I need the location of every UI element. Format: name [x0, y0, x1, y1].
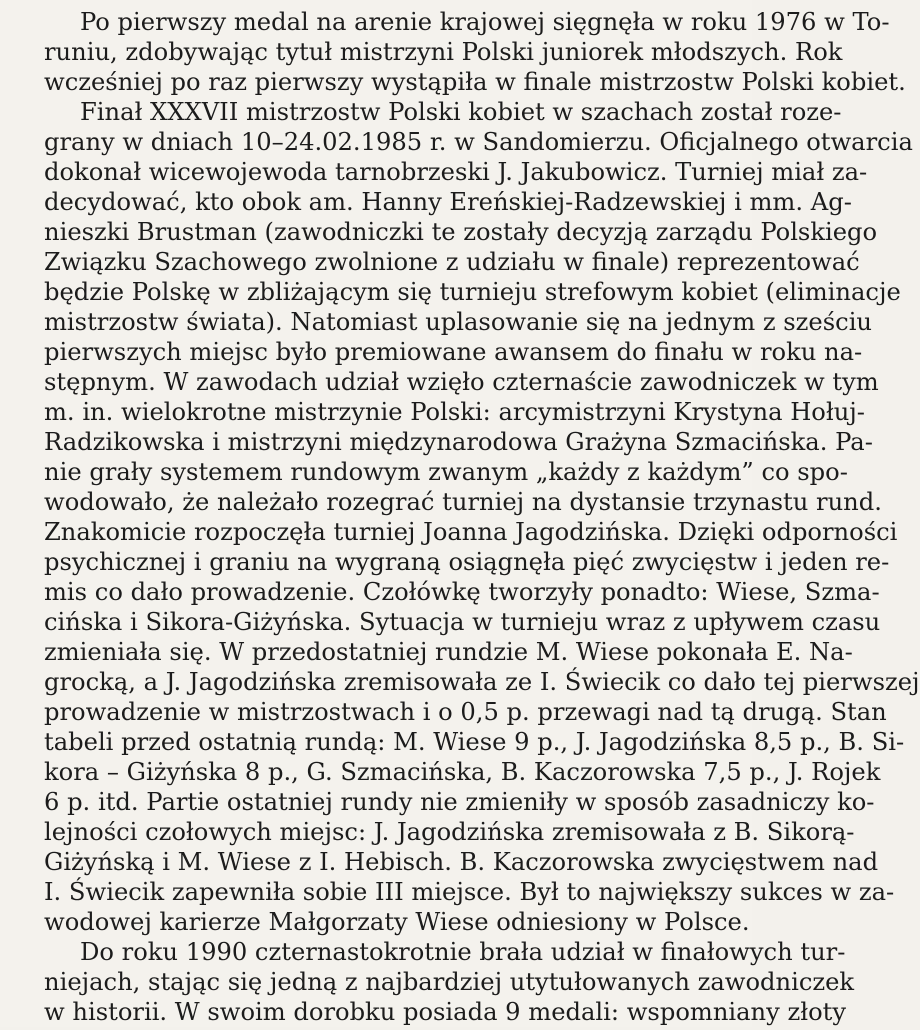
text-line: Związku Szachowego zwolnione z udziału w finale) reprezentować [44, 248, 860, 276]
text-line: będzie Polskę w zbliżającym się turnieju strefowym kobiet (eliminacje [44, 278, 901, 306]
text-line: lejności czołowych miejsc: J. Jagodzińska zremisowała z B. Sikorą- [44, 818, 855, 846]
text-line: tabeli przed ostatnią rundą: M. Wiese 9 p., J. Jagodzińska 8,5 p., B. Si- [44, 728, 905, 756]
text-line: dokonał wicewojewoda tarnobrzeski J. Jakubowicz. Turniej miał za- [44, 158, 868, 186]
text-line: Do roku 1990 czternastokrotnie brała udział w finałowych tur- [80, 938, 846, 966]
text-line: zmieniała się. W przedostatniej rundzie M. Wiese pokonała E. Na- [44, 638, 853, 666]
text-line: Radzikowska i mistrzyni międzynarodowa Grażyna Szmacińska. Pa- [44, 428, 873, 456]
text-line: pierwszych miejsc było premiowane awansem do finału w roku na- [44, 338, 863, 366]
text-line: kora – Giżyńska 8 p., G. Szmacińska, B. Kaczorowska 7,5 p., J. Rojek [44, 758, 881, 786]
text-line: mis co dało prowadzenie. Czołówkę tworzyły ponadto: Wiese, Szma- [44, 578, 880, 606]
text-line: prowadzenie w mistrzostwach i o 0,5 p. przewagi nad tą drugą. Stan [44, 698, 887, 726]
text-line: wcześniej po raz pierwszy wystąpiła w finale mistrzostw Polski kobiet. [44, 68, 906, 96]
text-line: runiu, zdobywając tytuł mistrzyni Polski juniorek młodszych. Rok [44, 38, 843, 66]
text-line: Znakomicie rozpoczęła turniej Joanna Jagodzińska. Dzięki odporności [44, 518, 898, 546]
text-line: grany w dniach 10–24.02.1985 r. w Sandomierzu. Oficjalnego otwarcia [44, 128, 913, 156]
text-line: grocką, a J. Jagodzińska zremisowała ze I. Świecik co dało tej pierwszej [44, 668, 920, 696]
text-line: nie grały systemem rundowym zwanym „każdy z każdym” co spo- [44, 458, 848, 486]
text-line: m. in. wielokrotne mistrzynie Polski: arcymistrzyni Krystyna Hołuj- [44, 398, 865, 426]
text-line: stępnym. W zawodach udział wzięło czternaście zawodniczek w tym [44, 368, 879, 396]
text-line: psychicznej i graniu na wygraną osiągnęła pięć zwycięstw i jeden re- [44, 548, 890, 576]
text-line: Finał XXXVII mistrzostw Polski kobiet w szachach został roze- [80, 98, 842, 126]
text-line: I. Świecik zapewniła sobie III miejsce. Był to największy sukces w za- [44, 878, 895, 906]
text-line: decydować, kto obok am. Hanny Ereńskiej-Radzewskiej i mm. Ag- [44, 188, 852, 216]
text-line: nieszki Brustman (zawodniczki te zostały decyzją zarządu Polskiego [44, 218, 878, 246]
text-line: wodowało, że należało rozegrać turniej na dystansie trzynastu rund. [44, 488, 882, 516]
text-line: mistrzostw świata). Natomiast uplasowanie się na jednym z sześciu [44, 308, 873, 336]
text-line: Giżyńską i M. Wiese z I. Hebisch. B. Kaczorowska zwycięstwem nad [44, 848, 879, 876]
text-line: Po pierwszy medal na arenie krajowej sięgnęła w roku 1976 w To- [80, 8, 890, 36]
text-line: w historii. W swoim dorobku posiada 9 medali: wspomniany złoty [44, 998, 847, 1026]
text-line: wodowej karierze Małgorzaty Wiese odniesiony w Polsce. [44, 908, 750, 936]
text-line: cińska i Sikora-Giżyńska. Sytuacja w turnieju wraz z upływem czasu [44, 608, 881, 636]
text-line: niejach, stając się jedną z najbardziej utytułowanych zawodniczek [44, 968, 855, 996]
text-line: 6 p. itd. Partie ostatniej rundy nie zmieniły w sposób zasadniczy ko- [44, 788, 875, 816]
